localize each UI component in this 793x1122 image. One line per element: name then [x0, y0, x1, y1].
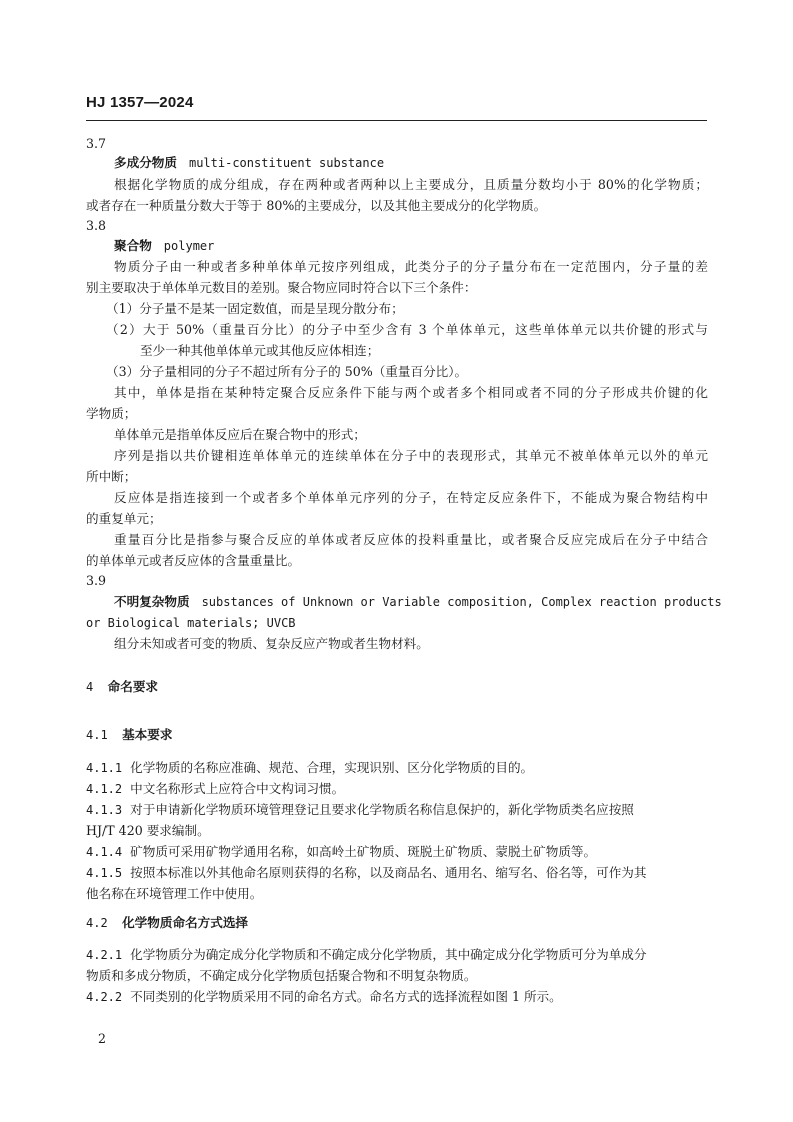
condition-1: （1）分子量不是某一固定数值，而是呈现分散分布；	[106, 301, 404, 316]
term-3-9-cn: 不明复杂物质	[114, 594, 190, 609]
clause-4-1-3-text: 对于申请新化学物质环境管理登记且要求化学物质名称信息保护的，新化学物质类名应按照	[130, 802, 634, 817]
term-3-7-cn: 多成分物质	[114, 155, 177, 170]
term-3-7	[114, 153, 708, 173]
clause-number-3-8: 3.8	[86, 218, 107, 233]
section-4-title: 命名要求	[107, 679, 158, 694]
clause-4-1-2-text: 中文名称形式上应符合中文构词习惯。	[130, 781, 345, 796]
note-monomer-line1: 其中，单体是指在某种特定聚合反应条件下能与两个或者多个相同或者不同的分子形成共价键的化	[114, 385, 708, 400]
clause-4-2-1-line1	[86, 945, 708, 965]
term-3-8-cn: 聚合物	[114, 238, 152, 253]
page-number: 2	[98, 1031, 107, 1046]
term-3-9-line1	[114, 592, 722, 612]
condition-2-line2: 至少一种其他单体单元或其他反应体相连；	[140, 343, 380, 358]
term-3-8	[114, 236, 708, 256]
section-4-1-number: 4.1	[86, 728, 108, 742]
clause-number-3-7: 3.7	[86, 136, 107, 151]
def-3-7-line2: 或者存在一种质量分数大于等于 80%的主要成分，以及其他主要成分的化学物质。	[86, 198, 547, 213]
note-sequence-line1: 序列是指以共价键相连单体单元的连续单体在分子中的表现形式，其单元不被单体单元以外的单元	[114, 448, 708, 463]
def-3-8-line1: 物质分子由一种或者多种单体单元按序列组成，此类分子的分子量分布在一定范围内，分子量的差	[114, 259, 708, 274]
clause-4-1-5-text: 按照本标准以外其他命名原则获得的名称，以及商品名、通用名、缩写名、俗名等，可作为其	[130, 865, 647, 880]
clause-4-1-5-number: 4.1.5	[86, 866, 123, 880]
standard-code: HJ 1357—2024	[86, 94, 194, 111]
clause-4-1-3-line2: HJ/T 420 要求编制。	[86, 823, 210, 838]
section-4-heading	[86, 677, 708, 697]
note-reactant-line1: 反应体是指连接到一个或者多个单体单元序列的分子，在特定反应条件下，不能成为聚合物结构中	[114, 490, 708, 505]
section-4-2-heading	[86, 913, 708, 933]
clause-4-1-5-line1	[86, 863, 708, 883]
note-weight-percent-line2: 的单体单元或者反应体的含量重量比。	[86, 553, 301, 568]
def-3-8-line2: 别主要取决于单体单元数目的差别。聚合物应同时符合以下三个条件：	[86, 280, 477, 295]
note-monomer-line2: 学物质；	[86, 406, 137, 421]
clause-number-3-9: 3.9	[86, 573, 107, 588]
clause-4-1-3-number: 4.1.3	[86, 803, 123, 817]
term-3-9-en-line1: substances of Unknown or Variable composition, Complex reaction products	[201, 595, 722, 609]
clause-4-2-1-text: 化学物质分为确定成分化学物质和不确定成分化学物质，其中确定成分化学物质可分为单成分	[130, 947, 647, 962]
clause-4-2-2-text: 不同类别的化学物质采用不同的命名方式。命名方式的选择流程如图 1 所示。	[130, 989, 562, 1004]
condition-3: （3）分子量相同的分子不超过所有分子的 50%（重量百分比）。	[106, 364, 468, 379]
note-monomer-unit: 单体单元是指单体反应后在聚合物中的形式；	[114, 427, 366, 442]
section-4-2-title: 化学物质命名方式选择	[122, 915, 249, 930]
clause-4-1-1-number: 4.1.1	[86, 761, 123, 775]
section-4-1-title: 基本要求	[122, 727, 173, 742]
clause-4-1-2	[86, 779, 708, 799]
term-3-7-en: multi-constituent substance	[188, 156, 385, 170]
note-reactant-line2: 的重复单元；	[86, 511, 162, 526]
clause-4-1-1	[86, 758, 708, 778]
section-4-1-heading	[86, 725, 708, 745]
clause-4-2-2	[86, 987, 708, 1007]
clause-4-1-4-number: 4.1.4	[86, 845, 123, 859]
clause-4-1-2-number: 4.1.2	[86, 782, 123, 796]
clause-4-1-3-line1	[86, 800, 708, 820]
clause-4-1-1-text: 化学物质的名称应准确、规范、合理，实现识别、区分化学物质的目的。	[130, 760, 534, 775]
header-rule	[86, 120, 707, 121]
clause-4-2-2-number: 4.2.2	[86, 990, 123, 1004]
note-weight-percent-line1: 重量百分比是指参与聚合反应的单体或者反应体的投料重量比，或者聚合反应完成后在分子中结合	[114, 532, 708, 547]
section-4-number: 4	[86, 680, 94, 694]
condition-2-line1: （2）大于 50%（重量百分比）的分子中至少含有 3 个单体单元，这些单体单元以共价键的形式与	[106, 322, 708, 337]
section-4-2-number: 4.2	[86, 916, 108, 930]
clause-4-1-4-text: 矿物质可采用矿物学通用名称，如高岭土矿物质、斑脱土矿物质、蒙脱土矿物质等。	[130, 844, 597, 859]
def-3-7-line1: 根据化学物质的成分组成，存在两种或者两种以上主要成分，且质量分数均小于 80%的化学物质；	[114, 177, 708, 192]
note-sequence-line2: 所中断；	[86, 469, 137, 484]
term-3-9-en-line2: or Biological materials; UVCB	[86, 616, 296, 630]
def-3-9: 组分未知或者可变的物质、复杂反应产物或者生物材料。	[114, 636, 429, 651]
term-3-8-en: polymer	[163, 239, 215, 253]
clause-4-2-1-line2: 物质和多成分物质，不确定成分化学物质包括聚合物和不明复杂物质。	[86, 968, 477, 983]
clause-4-2-1-number: 4.2.1	[86, 948, 123, 962]
clause-4-1-4	[86, 842, 708, 862]
clause-4-1-5-line2: 他名称在环境管理工作中使用。	[86, 886, 263, 901]
